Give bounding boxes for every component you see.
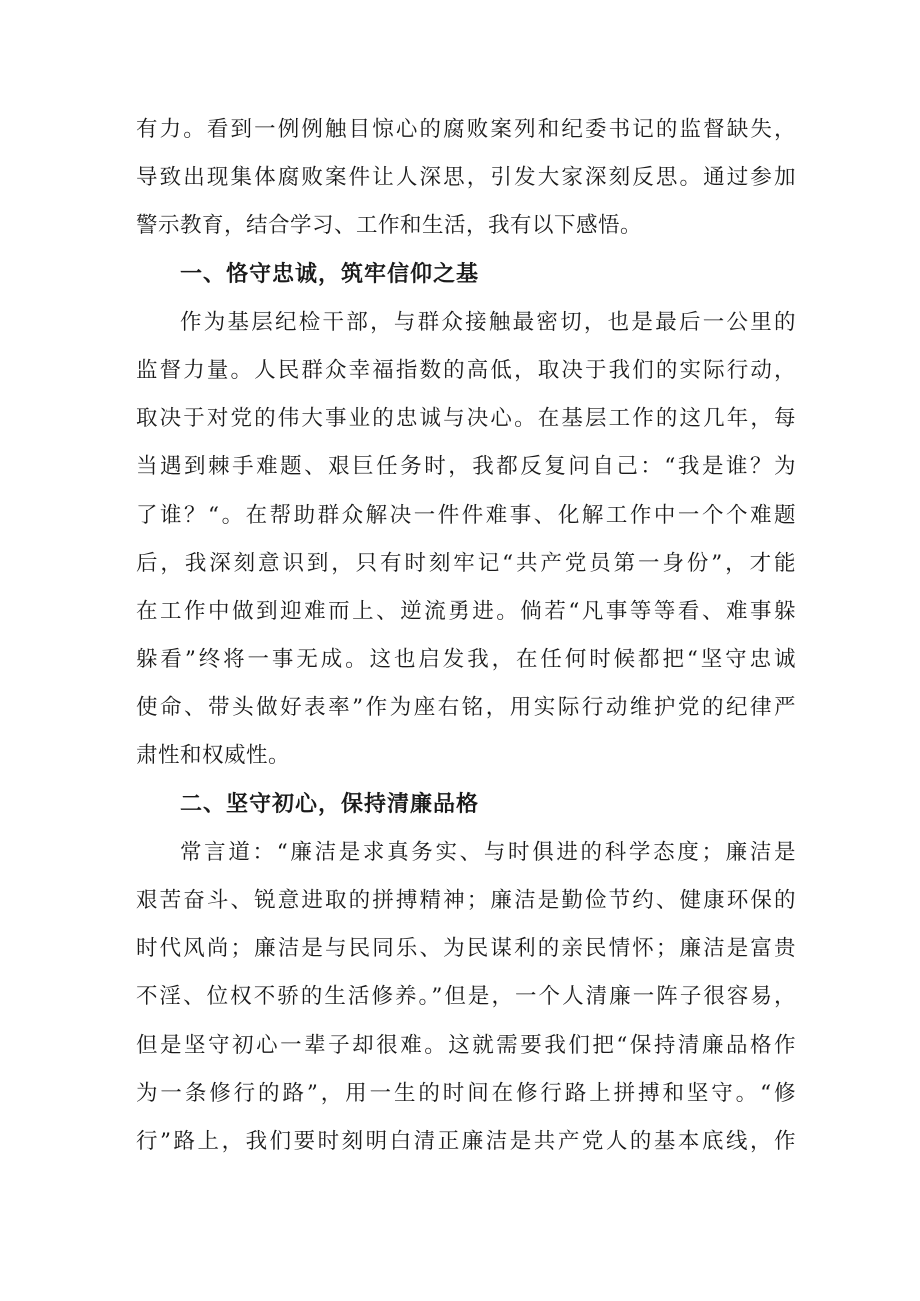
intro-line-1: 有力。看到一例例触目惊心的腐败案列和纪委书记的监督缺失， <box>136 117 796 142</box>
section-1-line: 当遇到棘手难题、艰巨任务时，我都反复问自己：“我是谁？为 <box>136 454 796 480</box>
section-1-line: 在工作中做到迎难而上、逆流勇进。倘若“凡事等等看、难事躲 <box>136 598 796 624</box>
section-1-line: 取决于对党的伟大事业的忠诚与决心。在基层工作的这几年，每 <box>136 406 796 432</box>
intro-line-2: 导致出现集体腐败案件让人深思，引发大家深刻反思。通过参加 <box>136 165 796 191</box>
section-1-line: 后，我深刻意识到，只有时刻牢记“共产党员第一身份”，才能 <box>136 550 796 576</box>
section-1-line: 作为基层纪检干部，与群众接触最密切，也是最后一公里的 <box>180 309 796 335</box>
section-1-line: 肃性和权威性。 <box>136 743 291 769</box>
section-2-line: 不淫、位权不骄的生活修养。”但是，一个人清廉一阵子很容易， <box>136 984 796 1010</box>
section-1-line: 使命、带头做好表率”作为座右铭，用实际行动维护党的纪律严 <box>136 695 796 721</box>
document-page <box>136 106 796 1166</box>
section-2-line: 艰苦奋斗、锐意进取的拼搏精神；廉洁是勤俭节约、健康环保的 <box>136 888 796 913</box>
section-2-heading: 二、坚守初心，保持清廉品格 <box>180 791 480 817</box>
intro-line-3: 警示教育，结合学习、工作和生活，我有以下感悟。 <box>136 213 643 239</box>
section-2-line: 为一条修行的路”，用一生的时间在修行路上拼搏和坚守。“修 <box>136 1080 796 1106</box>
section-2-line: 常言道：“廉洁是求真务实、与时俱进的科学态度；廉洁是 <box>180 839 796 865</box>
section-2-line: 时代风尚；廉洁是与民同乐、为民谋利的亲民情怀；廉洁是富贵 <box>136 936 796 962</box>
section-1-heading: 一、恪守忠诚，筑牢信仰之基 <box>180 261 480 287</box>
section-1-line: 了谁？“。在帮助群众解决一件件难事、化解工作中一个个难题 <box>136 502 796 528</box>
section-2-line: 行”路上，我们要时刻明白清正廉洁是共产党人的基本底线，作 <box>136 1128 796 1154</box>
section-1-line: 躲看”终将一事无成。这也启发我，在任何时候都把“坚守忠诚 <box>136 647 796 673</box>
section-2-line: 但是坚守初心一辈子却很难。这就需要我们把“保持清廉品格作 <box>136 1032 796 1058</box>
section-1-line: 监督力量。人民群众幸福指数的高低，取决于我们的实际行动， <box>136 357 796 383</box>
